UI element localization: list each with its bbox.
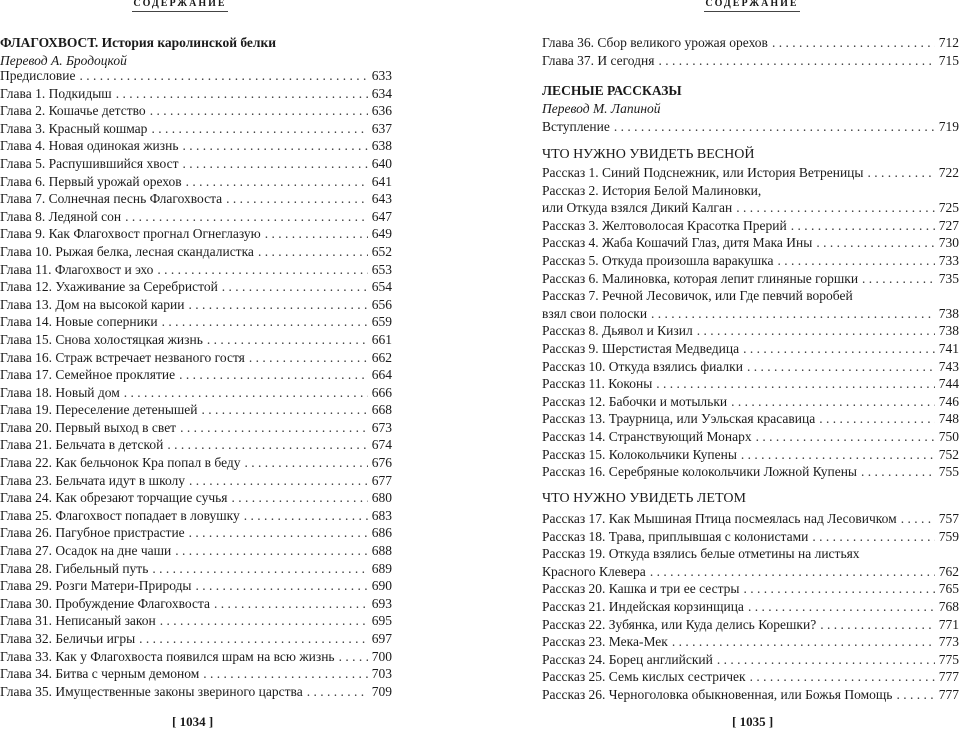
toc-entry[interactable] xyxy=(0,349,392,367)
toc-entry[interactable] xyxy=(0,560,392,578)
toc-entry[interactable] xyxy=(0,472,392,490)
toc-entry[interactable] xyxy=(0,120,392,138)
entry-title: Глава 36. Сбор великого урожая орехов xyxy=(542,35,768,50)
dot-leader xyxy=(731,393,935,411)
left-page xyxy=(0,0,392,731)
header-rule xyxy=(704,11,800,12)
toc-entry[interactable] xyxy=(0,278,392,296)
entry-page: 690 xyxy=(371,578,392,594)
toc-entry[interactable] xyxy=(542,686,959,704)
entry-title: Рассказ 23. Мека-Мек xyxy=(542,634,668,650)
entry-title: Рассказ 11. Коконы xyxy=(542,376,653,392)
toc-entry[interactable] xyxy=(542,52,959,70)
toc-entry[interactable] xyxy=(542,252,959,270)
entry-page: 662 xyxy=(371,349,392,365)
entry-page: 689 xyxy=(371,560,392,576)
dot-leader xyxy=(258,243,368,261)
entry-title: Глава 21. Бельчата в детской xyxy=(0,437,164,453)
entry-title: Глава 16. Страж встречает незваного гостя xyxy=(0,349,245,365)
entry-page: 773 xyxy=(938,634,959,650)
toc-entry[interactable] xyxy=(542,410,959,428)
dot-leader xyxy=(226,190,368,208)
summer-section xyxy=(542,490,959,508)
dot-leader xyxy=(139,630,368,648)
right-page xyxy=(542,0,959,731)
entry-title: Глава 8. Ледяной сон xyxy=(0,208,122,224)
dot-leader xyxy=(791,217,935,235)
entry-title: Глава 23. Бельчата идут в школу xyxy=(0,472,185,488)
entry-page: 748 xyxy=(938,411,959,427)
dot-leader xyxy=(203,665,367,683)
entry-title: Глава 24. Как обрезают торчащие сучья xyxy=(0,490,228,506)
toc-list-summer xyxy=(542,510,959,704)
page-number-right: [ 1035 ] xyxy=(732,714,774,729)
entry-page: 738 xyxy=(938,305,959,321)
entry-title: Рассказ 8. Дьявол и Кизил xyxy=(542,323,693,339)
toc-entry[interactable] xyxy=(542,616,959,634)
dot-leader xyxy=(150,102,368,120)
entry-title: Рассказ 22. Зубянка, или Куда делись Корешки? xyxy=(542,616,817,632)
dot-leader xyxy=(816,234,934,252)
running-header-text: СОДЕРЖАНИЕ xyxy=(133,0,227,9)
section-heading: ЧТО НУЖНО УВИДЕТЬ ЛЕТОМ xyxy=(542,491,746,506)
entry-page: 697 xyxy=(371,631,392,646)
entry-page: 746 xyxy=(938,393,959,409)
dot-leader xyxy=(189,296,368,314)
entry-page: 759 xyxy=(938,528,959,544)
toc-entry[interactable] xyxy=(0,243,392,261)
dot-leader xyxy=(697,322,935,340)
toc-entry[interactable] xyxy=(0,489,392,507)
dot-leader xyxy=(672,633,935,651)
toc-entry[interactable] xyxy=(0,419,392,437)
entry-title: Глава 15. Снова холостяцкая жизнь xyxy=(0,331,203,347)
entry-title: Глава 30. Пробуждение Флагохвоста xyxy=(0,595,211,611)
dot-leader xyxy=(748,598,935,616)
entry-page: 703 xyxy=(371,666,392,682)
dot-leader xyxy=(245,454,368,472)
toc-continuation xyxy=(542,34,959,69)
entry-title: Рассказ 12. Бабочки и мотыльки xyxy=(542,393,728,409)
entry-title: Рассказ 6. Малиновка, которая лепит глиняные горшки xyxy=(542,270,859,286)
entry-title: Глава 5. Распушившийся хвост xyxy=(0,155,179,171)
translator-credit: Перевод А. Бродоцкой xyxy=(0,53,127,68)
entry-page: 638 xyxy=(371,138,392,154)
dot-leader xyxy=(124,384,368,402)
entry-title: Глава 31. Неписаный закон xyxy=(0,613,156,629)
intro-entry-wrap xyxy=(542,118,959,136)
dot-leader xyxy=(901,510,935,528)
toc-entry[interactable] xyxy=(542,651,959,669)
toc-entry[interactable] xyxy=(542,668,959,686)
dot-leader xyxy=(812,528,934,546)
running-header-right xyxy=(702,0,802,12)
entry-title-line: Рассказ 2. История Белой Малиновки, xyxy=(542,182,762,198)
entry-page: 683 xyxy=(371,507,392,523)
toc-entry[interactable] xyxy=(542,375,959,393)
entry-title: Глава 32. Беличьи игры xyxy=(0,631,136,646)
dot-leader xyxy=(777,252,934,270)
dot-leader xyxy=(756,428,935,446)
dot-leader xyxy=(747,358,935,376)
entry-page: 735 xyxy=(938,270,959,286)
entry-title: Рассказ 13. Траурница, или Уэльская красавица xyxy=(542,411,816,427)
forest-tales-section xyxy=(542,82,959,118)
entry-page: 738 xyxy=(938,323,959,339)
entry-title: Глава 12. Ухаживание за Серебристой xyxy=(0,279,218,295)
toc-entry[interactable] xyxy=(0,612,392,630)
dot-leader xyxy=(179,366,368,384)
toc-entry[interactable] xyxy=(542,287,959,322)
entry-page: 636 xyxy=(371,103,392,119)
entry-page: 762 xyxy=(938,563,959,579)
dot-leader xyxy=(151,120,367,138)
toc-entry[interactable] xyxy=(0,524,392,542)
dot-leader xyxy=(656,375,934,393)
entry-page: 654 xyxy=(371,279,392,295)
entry-title: Глава 37. И сегодня xyxy=(542,52,655,68)
entry-title-line: Рассказ 7. Речной Лесовичок, или Где певчий воробей xyxy=(542,288,853,304)
entry-title: Глава 18. Новый дом xyxy=(0,384,120,400)
entry-title: Глава 25. Флагохвост попадает в ловушку xyxy=(0,507,240,523)
entry-title: Глава 27. Осадок на дне чаши xyxy=(0,543,172,559)
toc-entry[interactable] xyxy=(0,313,392,331)
toc-entry[interactable] xyxy=(542,164,959,182)
entry-page: 656 xyxy=(371,296,392,312)
toc-entry[interactable] xyxy=(542,545,959,580)
entry-title: Глава 1. Подкидыш xyxy=(0,85,112,101)
entry-title: Рассказ 15. Колокольчики Купены xyxy=(542,446,737,462)
toc-entry[interactable] xyxy=(0,225,392,243)
toc-entry[interactable] xyxy=(542,270,959,288)
toc-entry[interactable] xyxy=(542,182,959,217)
dot-leader xyxy=(249,349,368,367)
entry-page: 641 xyxy=(371,173,392,189)
entry-page: 777 xyxy=(938,686,959,702)
entry-title: Рассказ 5. Откуда произошла варакушка xyxy=(542,252,774,268)
entry-title: Глава 20. Первый выход в свет xyxy=(0,419,177,435)
dot-leader xyxy=(743,340,935,358)
toc-entry[interactable] xyxy=(542,34,959,52)
toc-entry[interactable] xyxy=(0,366,392,384)
toc-entry[interactable] xyxy=(0,648,392,666)
toc-entry[interactable] xyxy=(0,155,392,173)
toc-entry[interactable] xyxy=(0,296,392,314)
toc-entry[interactable] xyxy=(542,428,959,446)
toc-entry[interactable] xyxy=(0,85,392,103)
dot-leader xyxy=(650,563,935,581)
toc-entry[interactable] xyxy=(0,454,392,472)
entry-page: 730 xyxy=(938,235,959,251)
entry-page: 659 xyxy=(371,314,392,330)
toc-entry[interactable] xyxy=(542,234,959,252)
entry-title: Глава 3. Красный кошмар xyxy=(0,120,148,136)
dot-leader xyxy=(717,651,935,669)
entry-title: Глава 35. Имущественные законы звериного царства xyxy=(0,683,303,699)
entry-page: 744 xyxy=(938,376,959,392)
entry-title: Рассказ 21. Индейская корзинщица xyxy=(542,598,744,614)
dot-leader xyxy=(736,199,935,217)
entry-page: 755 xyxy=(938,464,959,480)
entry-page: 750 xyxy=(938,428,959,444)
toc-entry[interactable] xyxy=(0,208,392,226)
entry-page: 733 xyxy=(938,252,959,268)
dot-leader xyxy=(222,278,368,296)
toc-entry[interactable] xyxy=(0,331,392,349)
entry-page: 673 xyxy=(371,419,392,435)
entry-title-line: Рассказ 19. Откуда взялись белые отметины на листьях xyxy=(542,546,860,562)
entry-title: Глава 28. Гибельный путь xyxy=(0,560,149,576)
entry-page: 712 xyxy=(938,35,959,50)
entry-page: 640 xyxy=(371,155,392,171)
entry-page: 668 xyxy=(371,402,392,418)
dot-leader xyxy=(162,313,368,331)
dot-leader xyxy=(339,648,368,666)
dot-leader xyxy=(189,524,368,542)
entry-title: Глава 4. Новая одинокая жизнь xyxy=(0,138,179,154)
entry-title: Вступление xyxy=(542,119,610,134)
running-header-left xyxy=(130,0,230,12)
toc-entry[interactable] xyxy=(0,67,392,85)
toc-entry[interactable] xyxy=(542,393,959,411)
toc-entry[interactable] xyxy=(0,595,392,613)
entry-page: 680 xyxy=(371,490,392,506)
toc-entry[interactable] xyxy=(0,507,392,525)
entry-page: 688 xyxy=(371,543,392,559)
entry-title: взял свои полоски xyxy=(542,305,648,321)
entry-title: Красного Клевера xyxy=(542,563,646,579)
entry-title: Рассказ 17. Как Мышиная Птица посмеялась над Лесовичком xyxy=(542,511,897,526)
entry-page: 725 xyxy=(938,200,959,216)
toc-entry[interactable] xyxy=(542,598,959,616)
toc-list-spring xyxy=(542,164,959,481)
toc-entry[interactable] xyxy=(0,102,392,120)
toc-entry[interactable] xyxy=(0,173,392,191)
dot-leader xyxy=(116,85,368,103)
entry-page: 765 xyxy=(938,581,959,597)
entry-title: Глава 29. Розги Матери-Природы xyxy=(0,578,192,594)
toc-entry[interactable] xyxy=(542,118,959,136)
entry-page: 647 xyxy=(371,208,392,224)
toc-entry[interactable] xyxy=(542,217,959,235)
dot-leader xyxy=(862,270,935,288)
entry-page: 722 xyxy=(938,165,959,180)
section-title: ФЛАГОХВОСТ. История каролинской белки xyxy=(0,35,277,50)
entry-title: Глава 17. Семейное проклятие xyxy=(0,367,176,383)
entry-title: Глава 13. Дом на высокой карии xyxy=(0,296,185,312)
toc-entry[interactable] xyxy=(542,580,959,598)
entry-title: Глава 6. Первый урожай орехов xyxy=(0,173,182,189)
dot-leader xyxy=(819,410,935,428)
entry-title: Глава 19. Переселение детенышей xyxy=(0,402,198,418)
dot-leader xyxy=(189,472,368,490)
dot-leader xyxy=(896,686,934,704)
dot-leader xyxy=(180,419,368,437)
translator-credit: Перевод М. Лапиной xyxy=(542,101,661,116)
dot-leader xyxy=(202,401,368,419)
entry-title: Предисловие xyxy=(0,68,76,83)
toc-entry[interactable] xyxy=(542,633,959,651)
entry-title: Глава 9. Как Флагохвост прогнал Огнеглазую xyxy=(0,226,261,242)
dot-leader xyxy=(750,668,935,686)
dot-leader xyxy=(186,173,368,191)
entry-title: Глава 22. Как бельчонок Кра попал в беду xyxy=(0,455,241,471)
toc-entry[interactable] xyxy=(0,436,392,454)
entry-page: 693 xyxy=(371,595,392,611)
entry-title: Рассказ 3. Желтоволосая Красотка Прерий xyxy=(542,217,787,233)
dot-leader xyxy=(152,560,367,578)
entry-title: Глава 33. Как у Флагохвоста появился шрам на всю жизнь xyxy=(0,648,335,664)
dot-leader xyxy=(182,137,367,155)
dot-leader xyxy=(160,612,368,630)
toc-entry[interactable] xyxy=(542,463,959,481)
dot-leader xyxy=(743,580,934,598)
dot-leader xyxy=(167,436,367,454)
entry-page: 633 xyxy=(371,68,392,83)
toc-entry[interactable] xyxy=(542,510,959,528)
entry-page: 674 xyxy=(371,437,392,453)
dot-leader xyxy=(175,542,368,560)
dot-leader xyxy=(820,616,935,634)
dot-leader xyxy=(614,118,935,136)
header-rule xyxy=(132,11,228,12)
entry-page: 709 xyxy=(371,683,392,699)
toc-entry[interactable] xyxy=(542,340,959,358)
toc-entry[interactable] xyxy=(542,322,959,340)
entry-page: 637 xyxy=(371,120,392,136)
dot-leader xyxy=(79,67,367,85)
section-title: ЛЕСНЫЕ РАССКАЗЫ xyxy=(542,83,682,98)
entry-page: 695 xyxy=(371,613,392,629)
entry-page: 677 xyxy=(371,472,392,488)
dot-leader xyxy=(265,225,368,243)
dot-leader xyxy=(196,577,368,595)
entry-page: 700 xyxy=(371,648,392,664)
entry-page: 771 xyxy=(938,616,959,632)
toc-entry[interactable] xyxy=(0,384,392,402)
dot-leader xyxy=(772,34,935,52)
dot-leader xyxy=(651,305,935,323)
entry-page: 743 xyxy=(938,358,959,374)
entry-title: Рассказ 24. Борец английский xyxy=(542,651,713,667)
entry-title: Рассказ 26. Черноголовка обыкновенная, или Божья Помощь xyxy=(542,686,893,702)
entry-page: 741 xyxy=(938,340,959,356)
entry-title: или Откуда взялся Дикий Калган xyxy=(542,200,733,216)
entry-page: 664 xyxy=(371,367,392,383)
entry-page: 649 xyxy=(371,226,392,242)
page-number-left: [ 1034 ] xyxy=(172,714,214,729)
toc-entry[interactable] xyxy=(0,683,392,701)
dot-leader xyxy=(157,261,367,279)
toc-entry[interactable] xyxy=(0,401,392,419)
dot-leader xyxy=(244,507,368,525)
entry-page: 653 xyxy=(371,261,392,277)
entry-title: Глава 10. Рыжая белка, лесная скандалистка xyxy=(0,243,254,259)
entry-title: Рассказ 1. Синий Подснежник, или История Ветреницы xyxy=(542,165,864,180)
toc-entry[interactable] xyxy=(0,665,392,683)
entry-page: 777 xyxy=(938,669,959,685)
entry-page: 757 xyxy=(938,511,959,526)
entry-page: 686 xyxy=(371,525,392,541)
dot-leader xyxy=(307,683,368,701)
toc-entry[interactable] xyxy=(0,577,392,595)
entry-page: 643 xyxy=(371,191,392,207)
dot-leader xyxy=(232,489,368,507)
toc-entry[interactable] xyxy=(542,358,959,376)
toc-entry[interactable] xyxy=(0,542,392,560)
section-heading: ЧТО НУЖНО УВИДЕТЬ ВЕСНОЙ xyxy=(542,147,755,162)
dot-leader xyxy=(214,595,368,613)
entry-title: Глава 34. Битва с черным демоном xyxy=(0,666,200,682)
entry-page: 715 xyxy=(938,52,959,68)
spring-section xyxy=(542,146,959,164)
entry-page: 719 xyxy=(938,119,959,134)
entry-title: Рассказ 20. Кашка и три ее сестры xyxy=(542,581,740,597)
dot-leader xyxy=(867,164,934,182)
entry-page: 661 xyxy=(371,331,392,347)
entry-title: Рассказ 14. Странствующий Монарх xyxy=(542,428,752,444)
dot-leader xyxy=(125,208,368,226)
entry-title: Глава 2. Кошачье детство xyxy=(0,103,146,119)
entry-title: Глава 14. Новые соперники xyxy=(0,314,158,330)
toc-entry[interactable] xyxy=(542,446,959,464)
dot-leader xyxy=(182,155,367,173)
running-header-text: СОДЕРЖАНИЕ xyxy=(705,0,799,9)
entry-title: Рассказ 4. Жаба Кошачий Глаз, дитя Мака Ины xyxy=(542,235,813,251)
dot-leader xyxy=(658,52,934,70)
dot-leader xyxy=(741,446,935,464)
entry-page: 775 xyxy=(938,651,959,667)
toc-list-left xyxy=(0,67,392,700)
entry-title: Рассказ 16. Серебряные колокольчики Ложной Купены xyxy=(542,464,857,480)
entry-page: 652 xyxy=(371,243,392,259)
entry-title: Глава 26. Пагубное пристрастие xyxy=(0,525,185,541)
entry-title: Рассказ 18. Трава, приплывшая с колонистами xyxy=(542,528,809,544)
toc-entry[interactable] xyxy=(542,528,959,546)
entry-page: 676 xyxy=(371,455,392,471)
dot-leader xyxy=(861,463,935,481)
entry-page: 634 xyxy=(371,85,392,101)
toc-entry[interactable] xyxy=(0,630,392,648)
toc-entry[interactable] xyxy=(0,137,392,155)
entry-title: Рассказ 25. Семь кислых сестричек xyxy=(542,669,746,685)
entry-page: 727 xyxy=(938,217,959,233)
toc-entry[interactable] xyxy=(0,190,392,208)
flagtail-section xyxy=(0,34,392,70)
entry-page: 666 xyxy=(371,384,392,400)
entry-title: Рассказ 10. Откуда взялись фиалки xyxy=(542,358,743,374)
entry-page: 752 xyxy=(938,446,959,462)
toc-entry[interactable] xyxy=(0,261,392,279)
entry-title: Рассказ 9. Шерстистая Медведица xyxy=(542,340,740,356)
entry-title: Глава 11. Флагохвост и эхо xyxy=(0,261,154,277)
dot-leader xyxy=(207,331,368,349)
entry-title: Глава 7. Солнечная песнь Флагохвоста xyxy=(0,191,223,207)
entry-page: 768 xyxy=(938,598,959,614)
